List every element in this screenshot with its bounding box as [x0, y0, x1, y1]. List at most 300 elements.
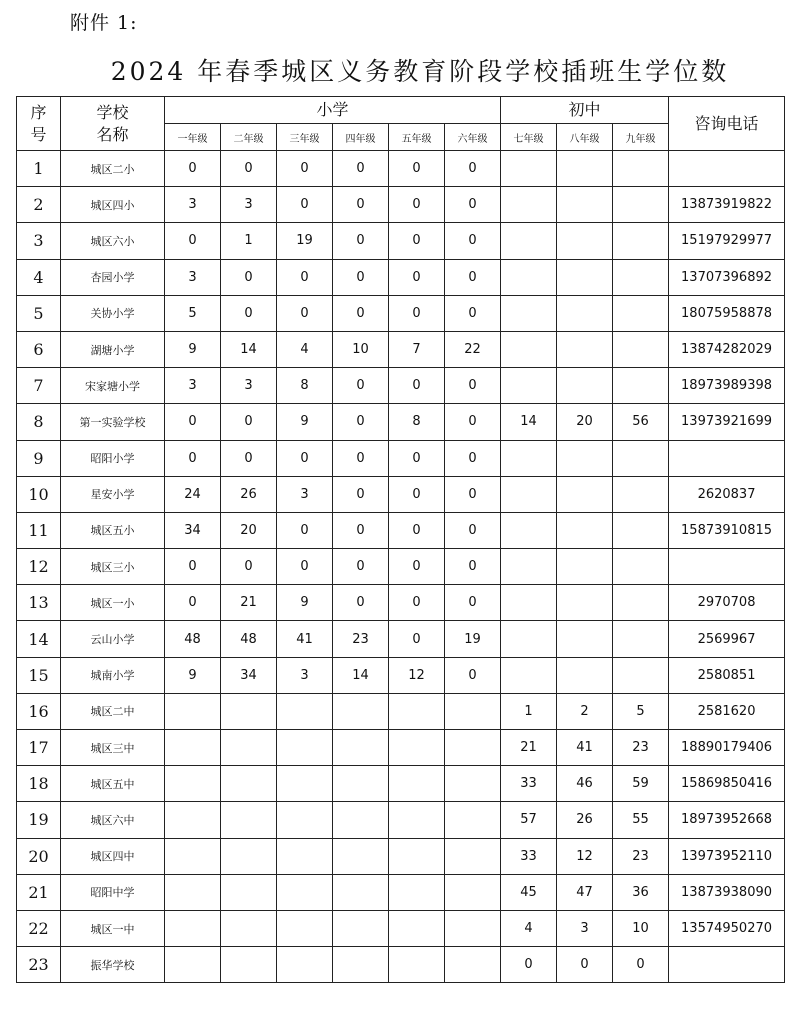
row-index: 4	[17, 259, 61, 295]
seat-count-cell	[333, 838, 389, 874]
seat-count-cell: 20	[557, 404, 613, 440]
seat-count-cell	[501, 368, 557, 404]
seat-count-cell	[501, 585, 557, 621]
table-row	[17, 440, 785, 476]
seat-count-cell: 0	[333, 151, 389, 187]
seat-count-cell: 33	[501, 838, 557, 874]
seat-count-cell: 21	[501, 730, 557, 766]
row-index: 15	[17, 657, 61, 693]
seat-count-cell: 59	[613, 766, 669, 802]
seat-count-cell	[613, 368, 669, 404]
phone-cell: 18075958878	[669, 295, 785, 331]
seat-count-cell	[389, 766, 445, 802]
seat-count-cell	[613, 151, 669, 187]
table-row	[17, 259, 785, 295]
attachment-label: 附件 1:	[70, 12, 138, 34]
seat-count-cell	[501, 331, 557, 367]
table-row	[17, 295, 785, 331]
phone-cell: 13873938090	[669, 874, 785, 910]
row-index: 23	[17, 947, 61, 983]
seat-count-cell	[501, 259, 557, 295]
seat-count-cell	[557, 187, 613, 223]
school-places-table	[16, 96, 785, 983]
seat-count-cell	[557, 151, 613, 187]
seat-count-cell	[557, 440, 613, 476]
seat-count-cell	[613, 331, 669, 367]
seat-count-cell: 48	[221, 621, 277, 657]
school-header-top: 学校	[96, 102, 129, 122]
phone-cell: 13873919822	[669, 187, 785, 223]
school-name: 城区三中	[61, 730, 165, 766]
seat-count-cell	[445, 874, 501, 910]
document-title: 2024 年春季城区义务教育阶段学校插班生学位数	[110, 57, 730, 86]
row-index: 8	[17, 404, 61, 440]
seat-count-cell	[557, 331, 613, 367]
school-name: 城南小学	[61, 657, 165, 693]
seat-count-cell: 3	[221, 368, 277, 404]
seat-count-cell: 0	[333, 368, 389, 404]
seat-count-cell: 0	[389, 549, 445, 585]
grade-header: 五年级	[389, 124, 445, 151]
school-name: 星安小学	[61, 476, 165, 512]
school-name: 城区五中	[61, 766, 165, 802]
seat-count-cell	[333, 874, 389, 910]
seat-count-cell: 0	[333, 259, 389, 295]
row-index: 7	[17, 368, 61, 404]
seat-count-cell: 9	[165, 331, 221, 367]
grade-header: 一年级	[165, 124, 221, 151]
seat-count-cell: 41	[277, 621, 333, 657]
seat-count-cell	[501, 295, 557, 331]
seat-count-cell	[277, 802, 333, 838]
seat-count-cell	[445, 693, 501, 729]
row-index: 1	[17, 151, 61, 187]
seat-count-cell	[277, 947, 333, 983]
seat-count-cell: 2	[557, 693, 613, 729]
seat-count-cell: 3	[165, 187, 221, 223]
seat-count-cell	[557, 549, 613, 585]
school-name-header	[61, 97, 165, 151]
seat-count-cell: 3	[221, 187, 277, 223]
grade-header: 二年级	[221, 124, 277, 151]
seat-count-cell: 0	[221, 295, 277, 331]
seat-count-cell: 0	[445, 151, 501, 187]
school-name: 第一实验学校	[61, 404, 165, 440]
school-name: 城区六中	[61, 802, 165, 838]
seat-count-cell: 0	[445, 187, 501, 223]
phone-cell: 15869850416	[669, 766, 785, 802]
seat-count-cell	[445, 838, 501, 874]
row-index: 18	[17, 766, 61, 802]
table-row	[17, 730, 785, 766]
phone-cell: 2569967	[669, 621, 785, 657]
seat-count-cell: 0	[333, 476, 389, 512]
seat-count-cell: 36	[613, 874, 669, 910]
seat-count-cell: 0	[501, 947, 557, 983]
seat-count-cell	[557, 621, 613, 657]
seat-count-cell	[165, 910, 221, 946]
grade-header: 六年级	[445, 124, 501, 151]
table-row	[17, 151, 785, 187]
seat-count-cell: 0	[389, 476, 445, 512]
seat-count-cell: 3	[165, 259, 221, 295]
seat-count-cell: 12	[557, 838, 613, 874]
seat-count-cell: 0	[277, 440, 333, 476]
seat-count-cell: 0	[445, 440, 501, 476]
seat-count-cell	[221, 766, 277, 802]
school-name: 云山小学	[61, 621, 165, 657]
seat-count-cell: 0	[389, 621, 445, 657]
seat-count-cell: 45	[501, 874, 557, 910]
seat-count-cell: 0	[333, 404, 389, 440]
seat-count-cell: 22	[445, 331, 501, 367]
header-row-top	[17, 97, 785, 124]
seat-count-cell: 26	[557, 802, 613, 838]
seat-count-cell: 0	[221, 440, 277, 476]
seat-count-cell	[501, 657, 557, 693]
table-body	[17, 151, 785, 983]
seat-count-cell	[557, 476, 613, 512]
seat-count-cell	[221, 947, 277, 983]
phone-cell: 15197929977	[669, 223, 785, 259]
seat-count-cell	[165, 838, 221, 874]
seat-count-cell	[333, 730, 389, 766]
middle-school-header: 初中	[501, 97, 669, 124]
phone-cell: 2620837	[669, 476, 785, 512]
seat-count-cell	[389, 874, 445, 910]
seat-count-cell: 0	[277, 187, 333, 223]
seat-count-cell	[501, 549, 557, 585]
phone-cell: 13874282029	[669, 331, 785, 367]
seat-count-cell: 0	[445, 259, 501, 295]
primary-school-header: 小学	[165, 97, 501, 124]
seat-count-cell: 0	[165, 151, 221, 187]
table-row	[17, 766, 785, 802]
grade-header: 三年级	[277, 124, 333, 151]
school-header-bottom: 名称	[96, 124, 129, 144]
seat-count-cell	[165, 802, 221, 838]
seat-count-cell: 9	[277, 404, 333, 440]
row-index: 2	[17, 187, 61, 223]
seat-count-cell	[389, 838, 445, 874]
row-index: 11	[17, 512, 61, 548]
seat-count-cell	[557, 259, 613, 295]
seat-count-cell	[501, 151, 557, 187]
school-name: 城区六小	[61, 223, 165, 259]
grade-header: 四年级	[333, 124, 389, 151]
seat-count-cell: 0	[445, 223, 501, 259]
table-row	[17, 838, 785, 874]
row-index: 13	[17, 585, 61, 621]
seat-count-cell	[389, 730, 445, 766]
seat-count-cell: 0	[389, 187, 445, 223]
seat-count-cell	[389, 947, 445, 983]
seat-count-cell: 48	[165, 621, 221, 657]
school-name: 城区四中	[61, 838, 165, 874]
school-name: 城区一中	[61, 910, 165, 946]
seat-count-cell	[557, 585, 613, 621]
seat-count-cell	[557, 368, 613, 404]
seat-count-cell	[165, 693, 221, 729]
school-name: 城区二中	[61, 693, 165, 729]
table-row	[17, 368, 785, 404]
seat-count-cell: 0	[221, 259, 277, 295]
grade-header: 七年级	[501, 124, 557, 151]
seat-count-cell	[165, 730, 221, 766]
table-row	[17, 476, 785, 512]
row-index: 20	[17, 838, 61, 874]
school-name: 振华学校	[61, 947, 165, 983]
school-name: 杏园小学	[61, 259, 165, 295]
seat-count-cell	[501, 621, 557, 657]
seat-count-cell	[445, 730, 501, 766]
seat-count-cell	[501, 512, 557, 548]
seat-count-cell: 57	[501, 802, 557, 838]
seat-count-cell: 0	[389, 259, 445, 295]
school-name: 宋家塘小学	[61, 368, 165, 404]
seat-count-cell	[613, 259, 669, 295]
table-row	[17, 404, 785, 440]
seq-header-top: 序	[30, 102, 47, 122]
table-row	[17, 621, 785, 657]
phone-cell: 13973952110	[669, 838, 785, 874]
seat-count-cell	[501, 223, 557, 259]
table-row	[17, 187, 785, 223]
seat-count-cell: 3	[165, 368, 221, 404]
seat-count-cell: 0	[445, 404, 501, 440]
phone-cell: 2580851	[669, 657, 785, 693]
seat-count-cell: 1	[501, 693, 557, 729]
seat-count-cell	[613, 187, 669, 223]
seat-count-cell: 55	[613, 802, 669, 838]
seat-count-cell	[221, 802, 277, 838]
school-name: 昭阳中学	[61, 874, 165, 910]
seat-count-cell: 14	[333, 657, 389, 693]
phone-cell	[669, 440, 785, 476]
seat-count-cell	[277, 838, 333, 874]
seat-count-cell: 3	[277, 476, 333, 512]
seat-count-cell	[557, 657, 613, 693]
row-index: 9	[17, 440, 61, 476]
seat-count-cell	[501, 476, 557, 512]
seat-count-cell: 0	[389, 295, 445, 331]
seat-count-cell: 0	[165, 223, 221, 259]
seat-count-cell	[221, 730, 277, 766]
table-row	[17, 693, 785, 729]
seat-count-cell: 46	[557, 766, 613, 802]
row-index: 17	[17, 730, 61, 766]
seat-count-cell	[221, 838, 277, 874]
school-name: 城区三小	[61, 549, 165, 585]
seat-count-cell: 0	[221, 151, 277, 187]
seat-count-cell	[333, 766, 389, 802]
seat-count-cell: 0	[333, 223, 389, 259]
table-row	[17, 802, 785, 838]
seat-count-cell: 7	[389, 331, 445, 367]
school-name: 城区一小	[61, 585, 165, 621]
seat-count-cell: 0	[165, 549, 221, 585]
school-name: 城区四小	[61, 187, 165, 223]
phone-cell: 15873910815	[669, 512, 785, 548]
seat-count-cell	[333, 802, 389, 838]
seat-count-cell: 0	[277, 295, 333, 331]
seat-count-cell	[277, 730, 333, 766]
seat-count-cell	[277, 910, 333, 946]
seat-count-cell: 1	[221, 223, 277, 259]
seat-count-cell	[613, 549, 669, 585]
seat-count-cell	[445, 910, 501, 946]
seat-count-cell	[333, 693, 389, 729]
seat-count-cell: 0	[165, 440, 221, 476]
seat-count-cell: 0	[333, 295, 389, 331]
school-name: 城区二小	[61, 151, 165, 187]
seat-count-cell: 9	[165, 657, 221, 693]
table-row	[17, 223, 785, 259]
seat-count-cell: 23	[333, 621, 389, 657]
seat-count-cell: 33	[501, 766, 557, 802]
seat-count-cell: 0	[333, 187, 389, 223]
phone-cell: 13707396892	[669, 259, 785, 295]
school-name: 关协小学	[61, 295, 165, 331]
table-row	[17, 874, 785, 910]
seat-count-cell: 0	[389, 512, 445, 548]
seat-count-cell: 0	[445, 549, 501, 585]
seat-count-cell	[613, 621, 669, 657]
seat-count-cell: 12	[389, 657, 445, 693]
seat-count-cell: 0	[557, 947, 613, 983]
seat-count-cell	[557, 223, 613, 259]
seat-count-cell: 8	[389, 404, 445, 440]
seat-count-cell	[557, 512, 613, 548]
table-row	[17, 331, 785, 367]
seat-count-cell	[613, 512, 669, 548]
seat-count-cell: 47	[557, 874, 613, 910]
seat-count-cell: 19	[445, 621, 501, 657]
seat-count-cell	[277, 874, 333, 910]
row-index: 3	[17, 223, 61, 259]
seat-count-cell: 0	[221, 549, 277, 585]
seat-count-cell: 20	[221, 512, 277, 548]
seat-count-cell: 5	[165, 295, 221, 331]
seat-count-cell: 0	[389, 440, 445, 476]
seat-count-cell: 3	[557, 910, 613, 946]
seat-count-cell: 0	[445, 512, 501, 548]
table-row	[17, 947, 785, 983]
table-row	[17, 657, 785, 693]
row-index: 14	[17, 621, 61, 657]
seat-count-cell	[613, 476, 669, 512]
row-index: 21	[17, 874, 61, 910]
seat-count-cell: 0	[165, 404, 221, 440]
seat-count-cell	[389, 910, 445, 946]
seat-count-cell: 0	[445, 476, 501, 512]
seat-count-cell: 0	[165, 585, 221, 621]
seat-count-cell	[445, 766, 501, 802]
seat-count-cell: 0	[333, 549, 389, 585]
seat-count-cell	[277, 693, 333, 729]
seat-count-cell: 0	[445, 368, 501, 404]
seat-count-cell: 0	[221, 404, 277, 440]
seat-count-cell: 3	[277, 657, 333, 693]
seat-count-cell: 23	[613, 838, 669, 874]
seat-count-cell	[613, 223, 669, 259]
seat-count-cell	[501, 187, 557, 223]
seat-count-cell: 34	[221, 657, 277, 693]
seat-count-cell	[165, 766, 221, 802]
seat-count-cell: 0	[613, 947, 669, 983]
row-index: 16	[17, 693, 61, 729]
seat-count-cell	[277, 766, 333, 802]
seat-count-cell: 9	[277, 585, 333, 621]
seat-count-cell	[445, 802, 501, 838]
phone-cell	[669, 549, 785, 585]
seat-count-cell: 4	[277, 331, 333, 367]
seat-count-cell: 34	[165, 512, 221, 548]
phone-cell: 2581620	[669, 693, 785, 729]
row-index: 5	[17, 295, 61, 331]
seat-count-cell	[557, 295, 613, 331]
seat-count-cell	[221, 874, 277, 910]
phone-cell	[669, 151, 785, 187]
grade-header: 八年级	[557, 124, 613, 151]
seq-header	[17, 97, 61, 151]
seat-count-cell: 0	[277, 259, 333, 295]
seat-count-cell	[501, 440, 557, 476]
seat-count-cell	[613, 295, 669, 331]
phone-cell: 18973989398	[669, 368, 785, 404]
seat-count-cell: 8	[277, 368, 333, 404]
seat-count-cell: 0	[333, 585, 389, 621]
seat-count-cell: 21	[221, 585, 277, 621]
seat-count-cell: 0	[277, 151, 333, 187]
seat-count-cell: 5	[613, 693, 669, 729]
seat-count-cell	[221, 910, 277, 946]
phone-header: 咨询电话	[669, 97, 785, 151]
seat-count-cell: 14	[501, 404, 557, 440]
seat-count-cell	[165, 874, 221, 910]
phone-cell: 18973952668	[669, 802, 785, 838]
seat-count-cell: 0	[389, 585, 445, 621]
seat-count-cell: 0	[277, 512, 333, 548]
seat-count-cell: 0	[333, 512, 389, 548]
seat-count-cell	[165, 947, 221, 983]
seat-count-cell	[389, 693, 445, 729]
seat-count-cell	[613, 657, 669, 693]
seat-count-cell	[333, 947, 389, 983]
seat-count-cell: 56	[613, 404, 669, 440]
seat-count-cell: 26	[221, 476, 277, 512]
seat-count-cell	[333, 910, 389, 946]
phone-cell	[669, 947, 785, 983]
seat-count-cell: 24	[165, 476, 221, 512]
school-name: 城区五小	[61, 512, 165, 548]
phone-cell: 18890179406	[669, 730, 785, 766]
table-row	[17, 910, 785, 946]
row-index: 12	[17, 549, 61, 585]
table-row	[17, 585, 785, 621]
phone-cell: 13574950270	[669, 910, 785, 946]
row-index: 6	[17, 331, 61, 367]
seat-count-cell: 14	[221, 331, 277, 367]
seat-count-cell: 0	[389, 151, 445, 187]
seat-count-cell: 0	[389, 368, 445, 404]
school-name: 湖塘小学	[61, 331, 165, 367]
table-row	[17, 549, 785, 585]
row-index: 10	[17, 476, 61, 512]
seat-count-cell	[445, 947, 501, 983]
phone-cell: 13973921699	[669, 404, 785, 440]
table-row	[17, 512, 785, 548]
